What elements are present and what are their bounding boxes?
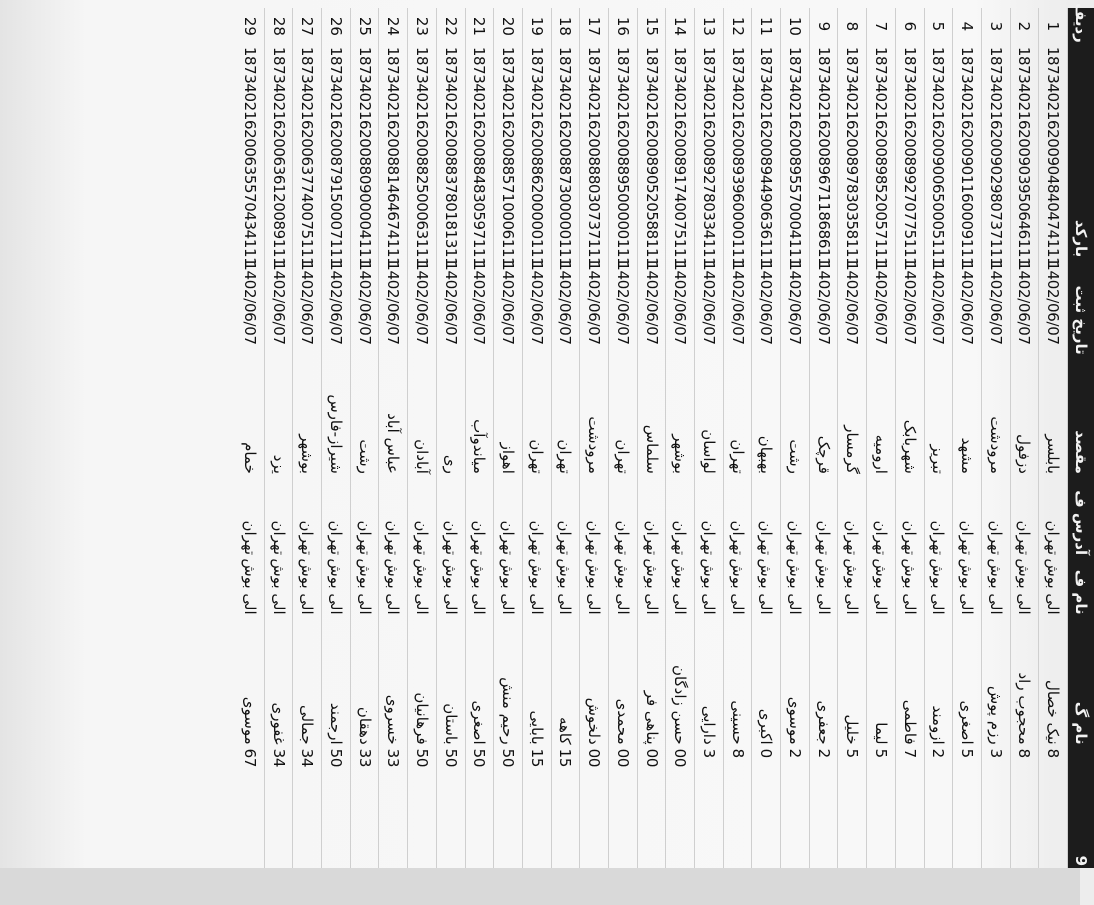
table-row (723, 8, 752, 868)
cell-destination: لواسان (695, 357, 724, 476)
table-row (695, 8, 724, 868)
cell-barcode: 187340216200888030737111 (580, 45, 609, 259)
header-recipient-name: نام گ (1068, 617, 1094, 747)
cell-sender-name: الی بوش (867, 557, 896, 617)
cell-sender-name: الی بوش (264, 557, 293, 617)
cell-date: 1402/06/07 (695, 259, 724, 356)
rotated-shipment-table (236, 2, 1094, 868)
cell-date: 1402/06/07 (264, 259, 293, 356)
cell-barcode: 187340216200898520057111 (867, 45, 896, 259)
cell-date: 1402/06/07 (236, 259, 264, 356)
table-row (236, 8, 264, 868)
cell-destination: میاندوآب (465, 357, 494, 476)
cell-recipient-name: اصغری (465, 617, 494, 747)
cell-sender-address: تهران (322, 476, 351, 557)
cell-recipient-name: فرهانیان (408, 617, 437, 747)
cell-recipient-name: جمالی (293, 617, 322, 747)
cell-date: 1402/06/07 (953, 259, 982, 356)
cell-barcode: 187340216200897830358111 (838, 45, 867, 259)
cell-extra: 34 (293, 747, 322, 868)
table-row (1010, 8, 1039, 868)
cell-destination: سلماس (637, 357, 666, 476)
cell-barcode: 187340216200879150007111 (322, 45, 351, 259)
cell-recipient-name: غفوری (264, 617, 293, 747)
cell-row-number: 21 (465, 8, 494, 45)
cell-destination: بهبهان (752, 357, 781, 476)
cell-date: 1402/06/07 (551, 259, 580, 356)
table-row (322, 8, 351, 868)
cell-sender-name: الی بوش (637, 557, 666, 617)
table-row (924, 8, 953, 868)
cell-sender-name: الی بوش (666, 557, 695, 617)
cell-date: 1402/06/07 (924, 259, 953, 356)
cell-destination: یزد (264, 357, 293, 476)
cell-barcode: 187340216200880900004111 (350, 45, 379, 259)
cell-row-number: 15 (637, 8, 666, 45)
cell-extra: 5 (953, 747, 982, 868)
cell-extra: 50 (408, 747, 437, 868)
table-row (752, 8, 781, 868)
table-row (981, 8, 1010, 868)
cell-date: 1402/06/07 (981, 259, 1010, 356)
cell-recipient-name: باستان (436, 617, 465, 747)
cell-sender-name: الی بوش (895, 557, 924, 617)
table-row (809, 8, 838, 868)
cell-barcode: 187340216200894490636111 (752, 45, 781, 259)
table-row (1039, 8, 1068, 868)
cell-barcode: 187340216200895570004111 (781, 45, 810, 259)
cell-date: 1402/06/07 (1010, 259, 1039, 356)
cell-sender-address: تهران (953, 476, 982, 557)
cell-row-number: 29 (236, 8, 264, 45)
table-row (781, 8, 810, 868)
table-row (637, 8, 666, 868)
cell-destination: بوشهر (293, 357, 322, 476)
cell-extra: 00 (637, 747, 666, 868)
cell-sender-address: تهران (981, 476, 1010, 557)
cell-sender-address: تهران (350, 476, 379, 557)
table-row (522, 8, 551, 868)
cell-sender-name: الی بوش (781, 557, 810, 617)
cell-row-number: 16 (609, 8, 638, 45)
cell-recipient-name: موسوی (236, 617, 264, 747)
cell-barcode: 187340216200899270775111 (895, 45, 924, 259)
cell-row-number: 17 (580, 8, 609, 45)
cell-extra: 50 (494, 747, 523, 868)
cell-sender-name: الی بوش (465, 557, 494, 617)
shipment-table (236, 2, 1094, 868)
cell-sender-name: الی بوش (580, 557, 609, 617)
cell-row-number: 6 (895, 8, 924, 45)
cell-recipient-name: دهقان (350, 617, 379, 747)
cell-barcode: 187340216200903950646111 (1010, 45, 1039, 259)
cell-sender-address: تهران (436, 476, 465, 557)
cell-barcode: 187340216200884830597111 (465, 45, 494, 259)
cell-barcode: 187340216200902980737111 (981, 45, 1010, 259)
cell-sender-name: الی بوش (924, 557, 953, 617)
table-row (551, 8, 580, 868)
cell-row-number: 2 (1010, 8, 1039, 45)
cell-sender-name: الی بوش (379, 557, 408, 617)
cell-row-number: 22 (436, 8, 465, 45)
cell-extra: 67 (236, 747, 264, 868)
cell-extra: 33 (350, 747, 379, 868)
cell-date: 1402/06/07 (1039, 259, 1068, 356)
cell-recipient-name: خلیل (838, 617, 867, 747)
table-row (293, 8, 322, 868)
cell-date: 1402/06/07 (895, 259, 924, 356)
cell-extra: 3 (981, 747, 1010, 868)
cell-date: 1402/06/07 (637, 259, 666, 356)
header-sender-address: آدرس ف (1068, 476, 1094, 557)
cell-row-number: 10 (781, 8, 810, 45)
cell-date: 1402/06/07 (322, 259, 351, 356)
header-sender-name: نام ف (1068, 557, 1094, 617)
cell-row-number: 19 (522, 8, 551, 45)
header-date: تاریخ ثبت (1068, 259, 1094, 356)
cell-sender-address: تهران (838, 476, 867, 557)
cell-extra: 8 (1010, 747, 1039, 868)
cell-sender-address: تهران (752, 476, 781, 557)
cell-destination: مرودشت (981, 357, 1010, 476)
cell-row-number: 11 (752, 8, 781, 45)
table-body (236, 8, 1067, 868)
cell-destination: گرمسار (838, 357, 867, 476)
cell-sender-name: الی بوش (436, 557, 465, 617)
cell-sender-address: تهران (895, 476, 924, 557)
cell-row-number: 12 (723, 8, 752, 45)
cell-recipient-name: ازومند (924, 617, 953, 747)
header-row-number: ردیف (1068, 8, 1094, 45)
cell-extra: 15 (522, 747, 551, 868)
cell-sender-address: تهران (637, 476, 666, 557)
cell-sender-name: الی بوش (695, 557, 724, 617)
cell-row-number: 3 (981, 8, 1010, 45)
cell-date: 1402/06/07 (723, 259, 752, 356)
cell-recipient-name: حسن زادگان (666, 617, 695, 747)
cell-extra: 2 (809, 747, 838, 868)
cell-date: 1402/06/07 (666, 259, 695, 356)
cell-recipient-name: رحیم منش (494, 617, 523, 747)
header-extra: 9 (1068, 747, 1094, 868)
cell-barcode: 187340216200893960000111 (723, 45, 752, 259)
cell-destination: ری (436, 357, 465, 476)
cell-barcode: 187340216200891740075111 (666, 45, 695, 259)
cell-destination: بابلسر (1039, 357, 1068, 476)
cell-row-number: 14 (666, 8, 695, 45)
cell-destination: بوشهر (666, 357, 695, 476)
cell-row-number: 18 (551, 8, 580, 45)
cell-recipient-name: نیک خصال (1039, 617, 1068, 747)
cell-extra: 00 (609, 747, 638, 868)
header-destination: مقصد (1068, 357, 1094, 476)
cell-sender-address: تهران (723, 476, 752, 557)
cell-barcode: 187340216200881464674111 (379, 45, 408, 259)
cell-row-number: 9 (809, 8, 838, 45)
cell-recipient-name: جعفری (809, 617, 838, 747)
cell-sender-address: تهران (408, 476, 437, 557)
cell-recipient-name: ارجمند (322, 617, 351, 747)
cell-recipient-name: خسروی (379, 617, 408, 747)
cell-destination: شیراز-فارس (322, 357, 351, 476)
cell-date: 1402/06/07 (781, 259, 810, 356)
cell-sender-address: تهران (551, 476, 580, 557)
table-row (350, 8, 379, 868)
table-row (494, 8, 523, 868)
cell-date: 1402/06/07 (293, 259, 322, 356)
cell-barcode: 187340216200883780181311 (436, 45, 465, 259)
cell-barcode: 187340216200887300000111 (551, 45, 580, 259)
cell-row-number: 27 (293, 8, 322, 45)
cell-extra: 0 (752, 747, 781, 868)
cell-date: 1402/06/07 (465, 259, 494, 356)
cell-sender-name: الی بوش (1039, 557, 1068, 617)
cell-recipient-name: اکبری (752, 617, 781, 747)
cell-date: 1402/06/07 (408, 259, 437, 356)
cell-extra: 5 (838, 747, 867, 868)
cell-extra: 3 (695, 747, 724, 868)
cell-barcode: 187340216200904840474111 (1039, 45, 1068, 259)
cell-extra: 50 (322, 747, 351, 868)
cell-extra: 2 (924, 747, 953, 868)
cell-destination: آبادان (408, 357, 437, 476)
cell-recipient-name: حسینی (723, 617, 752, 747)
cell-recipient-name: محجوب راد (1010, 617, 1039, 747)
cell-sender-address: تهران (379, 476, 408, 557)
cell-extra: 50 (436, 747, 465, 868)
cell-destination: مشهد (953, 357, 982, 476)
cell-sender-address: تهران (264, 476, 293, 557)
cell-recipient-name: دلخوش (580, 617, 609, 747)
cell-date: 1402/06/07 (838, 259, 867, 356)
cell-barcode: 187340216200892780334111 (695, 45, 724, 259)
page-bottom-edge (0, 868, 1080, 905)
cell-destination: خمام (236, 357, 264, 476)
cell-recipient-name: پناهی فر (637, 617, 666, 747)
cell-sender-address: تهران (695, 476, 724, 557)
cell-sender-name: الی بوش (322, 557, 351, 617)
cell-sender-address: تهران (580, 476, 609, 557)
cell-sender-address: تهران (293, 476, 322, 557)
cell-recipient-name: موسوی (781, 617, 810, 747)
cell-barcode: 187340216200886200000111 (522, 45, 551, 259)
cell-row-number: 25 (350, 8, 379, 45)
cell-date: 1402/06/07 (809, 259, 838, 356)
table-row (436, 8, 465, 868)
cell-extra: 5 (867, 747, 896, 868)
cell-destination: تبریز (924, 357, 953, 476)
cell-sender-name: الی بوش (522, 557, 551, 617)
cell-row-number: 20 (494, 8, 523, 45)
cell-row-number: 26 (322, 8, 351, 45)
cell-date: 1402/06/07 (580, 259, 609, 356)
table-row (838, 8, 867, 868)
cell-destination: اهواز (494, 357, 523, 476)
cell-sender-name: الی بوش (609, 557, 638, 617)
cell-sender-address: تهران (867, 476, 896, 557)
cell-extra: 8 (1039, 747, 1068, 868)
cell-destination: عباس آباد (379, 357, 408, 476)
cell-sender-name: الی بوش (953, 557, 982, 617)
header-barcode: بارکد (1068, 45, 1094, 259)
cell-sender-name: الی بوش (293, 557, 322, 617)
cell-sender-address: تهران (465, 476, 494, 557)
cell-date: 1402/06/07 (494, 259, 523, 356)
cell-sender-address: تهران (1039, 476, 1068, 557)
cell-sender-name: الی بوش (236, 557, 264, 617)
cell-destination: رشت (781, 357, 810, 476)
cell-row-number: 7 (867, 8, 896, 45)
cell-row-number: 8 (838, 8, 867, 45)
cell-row-number: 28 (264, 8, 293, 45)
cell-destination: شهربابک (895, 357, 924, 476)
table-row (408, 8, 437, 868)
cell-destination: قرچک (809, 357, 838, 476)
cell-destination: تهران (609, 357, 638, 476)
cell-recipient-name: رزم پوش (981, 617, 1010, 747)
cell-extra: 33 (379, 747, 408, 868)
cell-sender-name: الی بوش (981, 557, 1010, 617)
cell-recipient-name: لیما (867, 617, 896, 747)
cell-date: 1402/06/07 (752, 259, 781, 356)
cell-extra: 00 (580, 747, 609, 868)
table-row (666, 8, 695, 868)
cell-sender-address: تهران (522, 476, 551, 557)
cell-extra: 00 (666, 747, 695, 868)
cell-barcode: 187340216200635570434111 (236, 45, 264, 259)
table-row (609, 8, 638, 868)
cell-recipient-name: محمدی (609, 617, 638, 747)
cell-recipient-name: اصغری (953, 617, 982, 747)
cell-barcode: 187340216200889500000111 (609, 45, 638, 259)
cell-extra: 2 (781, 747, 810, 868)
cell-row-number: 1 (1039, 8, 1068, 45)
cell-sender-name: الی بوش (1010, 557, 1039, 617)
cell-destination: مرودشت (580, 357, 609, 476)
cell-date: 1402/06/07 (867, 259, 896, 356)
cell-destination: تهران (551, 357, 580, 476)
cell-sender-address: تهران (781, 476, 810, 557)
cell-destination: دزفول (1010, 357, 1039, 476)
cell-destination: ارومیه (867, 357, 896, 476)
cell-extra: 50 (465, 747, 494, 868)
cell-sender-name: الی بوش (838, 557, 867, 617)
cell-extra: 8 (723, 747, 752, 868)
cell-sender-address: تهران (236, 476, 264, 557)
cell-row-number: 5 (924, 8, 953, 45)
cell-recipient-name: بابایی (522, 617, 551, 747)
cell-date: 1402/06/07 (379, 259, 408, 356)
cell-barcode: 187340216200901160009111 (953, 45, 982, 259)
cell-sender-name: الی بوش (551, 557, 580, 617)
cell-recipient-name: کاهه (551, 617, 580, 747)
cell-sender-address: تهران (809, 476, 838, 557)
cell-barcode: 187340216200637740075111 (293, 45, 322, 259)
table-row (953, 8, 982, 868)
table-header-row (1068, 8, 1094, 868)
cell-sender-name: الی بوش (723, 557, 752, 617)
cell-barcode: 187340216200636120089111 (264, 45, 293, 259)
cell-date: 1402/06/07 (436, 259, 465, 356)
cell-extra: 7 (895, 747, 924, 868)
table-row (264, 8, 293, 868)
cell-extra: 34 (264, 747, 293, 868)
table-row (379, 8, 408, 868)
cell-barcode: 187340216200885710006111 (494, 45, 523, 259)
cell-sender-name: الی بوش (752, 557, 781, 617)
cell-sender-name: الی بوش (408, 557, 437, 617)
cell-extra: 15 (551, 747, 580, 868)
cell-row-number: 13 (695, 8, 724, 45)
cell-sender-address: تهران (609, 476, 638, 557)
cell-date: 1402/06/07 (609, 259, 638, 356)
cell-date: 1402/06/07 (522, 259, 551, 356)
table-row (867, 8, 896, 868)
cell-barcode: 187340216200900650005111 (924, 45, 953, 259)
cell-sender-address: تهران (1010, 476, 1039, 557)
table-row (580, 8, 609, 868)
cell-recipient-name: دارایی (695, 617, 724, 747)
cell-sender-address: تهران (924, 476, 953, 557)
cell-row-number: 24 (379, 8, 408, 45)
cell-row-number: 23 (408, 8, 437, 45)
cell-barcode: 187340216200882500063111 (408, 45, 437, 259)
cell-sender-name: الی بوش (350, 557, 379, 617)
cell-destination: تهران (723, 357, 752, 476)
cell-sender-address: تهران (666, 476, 695, 557)
cell-sender-name: الی بوش (809, 557, 838, 617)
cell-barcode: 187340216200896711868611 (809, 45, 838, 259)
cell-sender-address: تهران (494, 476, 523, 557)
cell-destination: تهران (522, 357, 551, 476)
cell-row-number: 4 (953, 8, 982, 45)
table-row (465, 8, 494, 868)
cell-recipient-name: فاطمی (895, 617, 924, 747)
cell-sender-name: الی بوش (494, 557, 523, 617)
cell-destination: رشت (350, 357, 379, 476)
table-row (895, 8, 924, 868)
cell-date: 1402/06/07 (350, 259, 379, 356)
cell-barcode: 187340216200890520588111 (637, 45, 666, 259)
